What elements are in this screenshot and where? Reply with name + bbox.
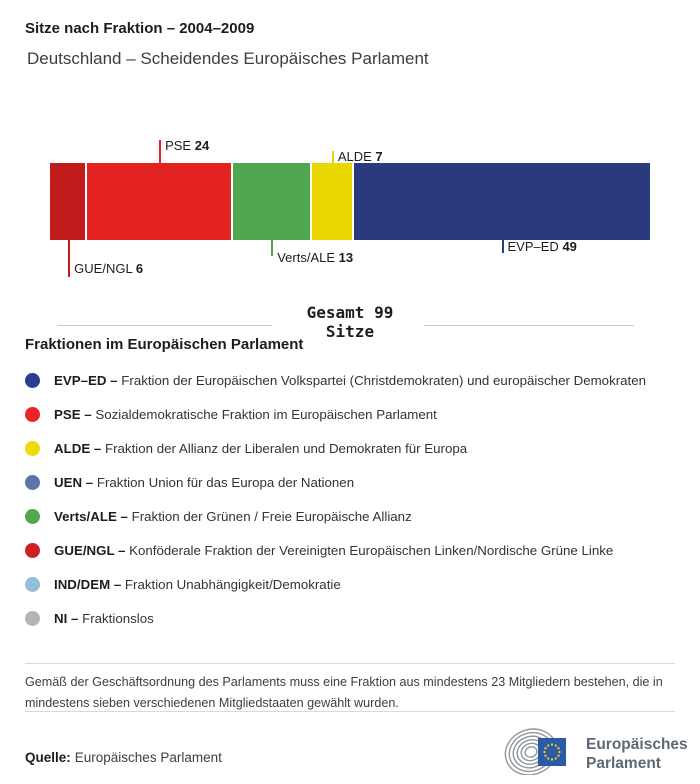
legend-color-dot [25, 475, 40, 490]
legend-desc: Sozialdemokratische Fraktion im Europäischen Parlament [91, 407, 437, 422]
bar-segment-pse [87, 163, 230, 240]
callout-evp-ed [502, 240, 577, 254]
legend-abbr: EVP–ED – [54, 373, 118, 388]
total-line1: Gesamt 99 [306, 303, 394, 322]
legend-color-dot [25, 407, 40, 422]
bar-segment-gue [50, 163, 85, 240]
callout-alde [332, 150, 383, 164]
callout-value: 24 [194, 138, 210, 153]
legend-label [54, 372, 646, 389]
callout-value: 7 [375, 149, 383, 164]
legend-heading: Fraktionen im Europäischen Parlament [25, 336, 304, 353]
legend-desc: Fraktion der Grünen / Freie Europäische Allianz [127, 509, 412, 524]
legend-label [54, 508, 412, 525]
callout-tick [271, 240, 273, 256]
legend-desc: Fraktion Union für das Europa der Nationen [93, 475, 355, 490]
callout-tick [159, 140, 161, 163]
legend-color-dot [25, 509, 40, 524]
legend-label [54, 474, 354, 491]
legend-label [54, 406, 437, 423]
stacked-bar [50, 163, 650, 240]
legend-item [25, 402, 685, 436]
legend-abbr: Verts/ALE – [54, 509, 128, 524]
legend-desc: Fraktion der Allianz der Liberalen und Demokraten für Europa [101, 441, 468, 456]
footnote-divider-top [25, 663, 675, 664]
legend-desc: Fraktion Unabhängigkeit/Demokratie [121, 577, 341, 592]
callout-tick [68, 240, 70, 277]
ep-logo-line1: Europäisches [586, 736, 688, 753]
callout-value: 13 [338, 250, 354, 265]
legend-color-dot [25, 441, 40, 456]
legend-desc: Fraktionslos [78, 611, 154, 626]
ep-logo-line2: Parlament [586, 755, 661, 772]
source-text: Europäisches Parlament [74, 750, 222, 765]
legend-abbr: GUE/NGL – [54, 543, 126, 558]
callout-gue-ngl [68, 240, 143, 276]
legend-color-dot [25, 373, 40, 388]
footnote-text: Gemäß der Geschäftsordnung des Parlaments muss eine Fraktion aus mindestens 23 Mitgliedern bestehen, die in mindestens sieben verschiedenen Mitgliedstaaten gewählt wurden. [25, 675, 663, 710]
legend-abbr: UEN – [54, 475, 94, 490]
legend-label [54, 542, 613, 559]
chart-title: Sitze nach Fraktion – 2004–2009 [25, 20, 255, 37]
legend-item [25, 436, 685, 470]
callout-label: GUE/NGL [74, 261, 133, 276]
legend-abbr: NI – [54, 611, 79, 626]
legend-label [54, 440, 467, 457]
legend-item [25, 504, 685, 538]
legend-label [54, 610, 154, 627]
bar-segment-verts [233, 163, 310, 240]
legend-item [25, 572, 685, 606]
legend-list [25, 368, 685, 640]
chart-subtitle: Deutschland – Scheidendes Europäisches Parlament [27, 49, 429, 68]
legend-color-dot [25, 611, 40, 626]
callout-label: Verts/ALE [277, 250, 336, 265]
callout-label: ALDE [337, 149, 372, 164]
legend-item [25, 538, 685, 572]
bar-segment-evp [354, 163, 650, 240]
bar-segment-alde [312, 163, 352, 240]
legend-abbr: PSE – [54, 407, 92, 422]
callout-tick [502, 240, 504, 253]
source-line [25, 750, 222, 765]
eu-flag-icon [538, 738, 566, 766]
ep-logo-wordmark [586, 735, 688, 773]
callout-label: EVP–ED [507, 239, 559, 254]
footnote-divider-bottom [25, 711, 675, 712]
legend-desc: Fraktion der Europäischen Volkspartei (Christdemokraten) und europäischer Demokraten [117, 373, 647, 388]
callout-verts-ale [271, 240, 353, 265]
legend-label [54, 576, 341, 593]
total-line2: Sitze [325, 322, 375, 341]
callout-value: 6 [135, 261, 144, 276]
ep-hemicycle-icon [504, 727, 578, 775]
callout-pse [159, 139, 209, 153]
callout-label: PSE [165, 138, 192, 153]
legend-abbr: ALDE – [54, 441, 102, 456]
legend-desc: Konföderale Fraktion der Vereinigten Europäischen Linken/Nordische Grüne Linke [125, 543, 614, 558]
legend-color-dot [25, 577, 40, 592]
legend-item [25, 368, 685, 402]
callout-value: 49 [562, 239, 577, 254]
legend-item [25, 606, 685, 640]
source-label: Quelle: [25, 750, 71, 765]
callout-tick [332, 151, 334, 163]
legend-item [25, 470, 685, 504]
legend-color-dot [25, 543, 40, 558]
ep-logo [504, 727, 688, 775]
legend-abbr: IND/DEM – [54, 577, 122, 592]
